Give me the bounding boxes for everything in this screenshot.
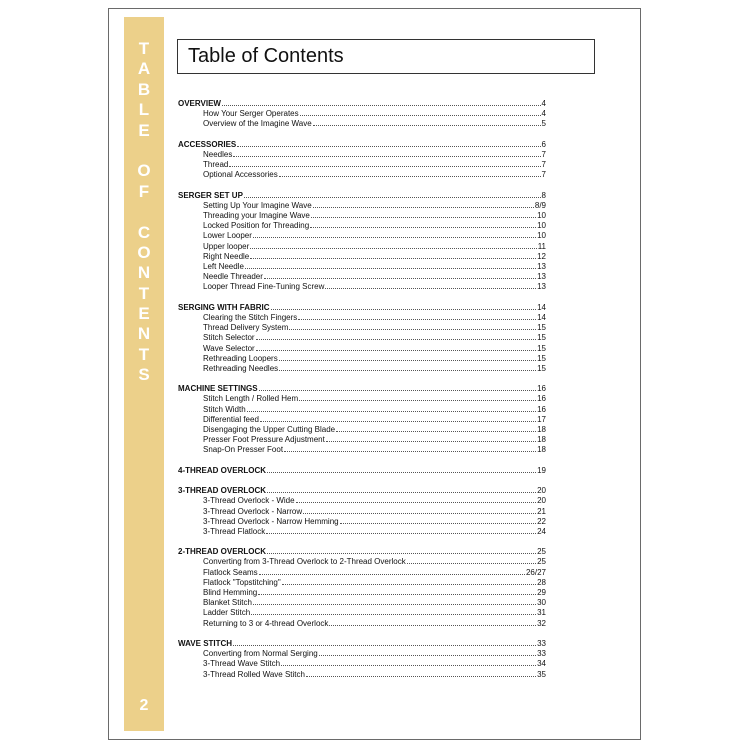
sidebar-vertical-title	[124, 39, 164, 386]
section-gap	[178, 455, 546, 465]
section-gap	[178, 292, 546, 302]
toc-page-number: 25	[537, 547, 546, 557]
toc-entry-row	[178, 169, 546, 179]
dot-leader	[237, 139, 540, 147]
toc-entry-label: Blanket Stitch	[203, 598, 252, 608]
dot-leader	[244, 190, 541, 198]
dot-leader	[256, 332, 537, 340]
dot-leader	[313, 118, 541, 126]
toc-entry-row	[178, 607, 546, 617]
toc-page-number: 13	[537, 262, 546, 271]
toc-entry-label: Ladder Stitch	[203, 608, 251, 618]
toc-entry-label: Thread Delivery System	[203, 323, 289, 333]
toc-entry-row	[178, 241, 546, 251]
toc-entry-label: Wave Selector	[203, 343, 255, 353]
toc-page-number: 16	[537, 384, 546, 394]
toc-entry-row	[178, 648, 546, 658]
toc-entry-row	[178, 118, 546, 128]
toc-entry-label: Threading your Imagine Wave	[203, 211, 310, 221]
toc-page-number: 10	[537, 221, 546, 231]
toc-section-label: OVERVIEW	[178, 99, 221, 108]
toc-entry-row	[178, 210, 546, 220]
toc-entry-label: 3-Thread Overlock - Narrow Hemming	[203, 516, 339, 526]
dot-leader	[325, 281, 536, 289]
toc-entry-row	[178, 414, 546, 424]
dot-leader	[271, 302, 537, 310]
dot-leader	[267, 465, 536, 473]
toc-entry-label: Optional Accessories	[203, 170, 278, 180]
toc-page-number: 31	[537, 608, 546, 618]
dot-leader	[264, 271, 536, 279]
dot-leader	[407, 556, 536, 564]
toc-page-number: 13	[537, 272, 546, 282]
sidebar-letter: E	[138, 120, 150, 140]
toc-entry-label: Differential feed	[203, 414, 259, 424]
toc-page-number: 12	[537, 251, 546, 261]
title-box	[177, 39, 595, 74]
dot-leader	[233, 149, 540, 157]
dot-leader	[222, 98, 541, 106]
toc-page-number: 33	[537, 638, 546, 648]
toc-entry-label: Overview of the Imagine Wave	[203, 119, 312, 129]
sidebar-letter: B	[137, 79, 151, 99]
dot-leader	[329, 618, 536, 626]
toc-section-label: 4-THREAD OVERLOCK	[178, 465, 267, 475]
section-gap	[178, 536, 546, 546]
toc-page-number: 10	[537, 211, 546, 221]
toc-entry-label: Returning to 3 or 4-thread Overlock	[203, 618, 329, 628]
dot-leader	[300, 108, 541, 116]
toc-entry-label: Upper looper	[203, 241, 250, 251]
toc-page-number: 24	[537, 526, 546, 536]
toc-page-number: 7	[541, 149, 546, 159]
toc-page-number: 22	[537, 516, 546, 526]
toc-section-label: ACCESSORIES	[178, 139, 237, 149]
toc-page-number: 29	[537, 588, 546, 597]
toc-section-label: MACHINE SETTINGS	[178, 384, 258, 394]
toc-entry-label: Flatlock "Topstitching"	[203, 577, 281, 587]
toc-entry-row	[178, 261, 546, 271]
toc-page-number: 15	[537, 353, 546, 363]
dot-leader	[319, 648, 536, 656]
toc-section-label: SERGING WITH FABRIC	[178, 302, 270, 312]
dot-leader	[267, 546, 536, 554]
toc-section-label: SERGER SET UP	[178, 190, 243, 200]
toc-entry-row	[178, 230, 546, 240]
toc-section-row	[178, 546, 546, 556]
toc-entry-row	[178, 556, 546, 566]
dot-leader	[279, 353, 536, 361]
toc-page-number: 16	[537, 404, 546, 414]
dot-leader	[336, 424, 536, 432]
toc-page-number: 21	[537, 506, 546, 516]
toc-entry-row	[178, 516, 546, 526]
sidebar-letter: S	[138, 365, 150, 385]
toc-entry-row	[178, 495, 546, 505]
dot-leader	[279, 363, 536, 371]
toc-entry-row	[178, 332, 546, 342]
toc-entry-row	[178, 363, 546, 373]
sidebar-letter: T	[138, 39, 150, 58]
toc-section-label: 2-THREAD OVERLOCK	[178, 547, 267, 557]
manual-page	[108, 8, 641, 740]
toc-entry-label: Left Needle	[203, 262, 244, 271]
toc-section-row	[178, 302, 546, 312]
toc-entry-row	[178, 322, 546, 332]
toc-entry-row	[178, 108, 546, 118]
section-gap	[178, 373, 546, 383]
toc-page-number: 18	[537, 445, 546, 455]
toc-page-number: 26/27	[525, 567, 546, 577]
toc-entry-row	[178, 312, 546, 322]
toc-entry-label: Needles	[203, 149, 233, 159]
dot-leader	[279, 169, 541, 177]
dot-leader	[289, 322, 536, 330]
toc-page-number: 18	[537, 425, 546, 434]
sidebar-letter: A	[137, 59, 151, 79]
toc-section-row	[178, 485, 546, 495]
dot-leader	[298, 312, 536, 320]
dot-leader	[303, 506, 536, 514]
toc-entry-label: Looper Thread Fine-Tuning Screw	[203, 282, 325, 292]
toc-page-number: 8/9	[534, 200, 546, 210]
toc-page-number: 18	[537, 435, 546, 445]
toc-entry-label: Locked Position for Threading	[203, 221, 310, 231]
toc-section-row	[178, 465, 546, 475]
toc-entry-row	[178, 353, 546, 363]
toc-entry-row	[178, 343, 546, 353]
toc-entry-row	[178, 200, 546, 210]
section-gap	[178, 180, 546, 190]
dot-leader	[306, 669, 536, 677]
toc-entry-row	[178, 281, 546, 291]
toc-entry-label: 3-Thread Wave Stitch	[203, 659, 281, 669]
toc-page-number: 28	[537, 577, 546, 587]
toc-page-number: 14	[537, 302, 546, 312]
toc-section-row	[178, 190, 546, 200]
toc-entry-row	[178, 251, 546, 261]
toc-page-number: 17	[537, 414, 546, 424]
toc-entry-row	[178, 159, 546, 169]
dot-leader	[281, 658, 536, 666]
toc-entry-label: Needle Threader	[203, 272, 263, 282]
toc-entry-label: Stitch Width	[203, 404, 246, 414]
toc-entry-row	[178, 220, 546, 230]
toc-entry-label: Clearing the Stitch Fingers	[203, 312, 298, 322]
dot-leader	[250, 251, 536, 259]
toc-entry-row	[178, 149, 546, 159]
dot-leader	[251, 607, 536, 615]
dot-leader	[253, 597, 536, 605]
toc-entry-row	[178, 618, 546, 628]
sidebar-letter: N	[137, 263, 151, 283]
toc-entry-label: Rethreading Loopers	[203, 353, 278, 363]
toc-entry-row	[178, 597, 546, 607]
dot-leader	[245, 261, 536, 269]
toc-page-number: 4	[541, 109, 546, 119]
dot-leader	[229, 159, 540, 167]
toc-page-number: 5	[541, 119, 546, 129]
dot-leader	[296, 495, 537, 503]
toc-entry-label: 3-Thread Overlock - Wide	[203, 496, 295, 506]
toc-entry-label: Lower Looper	[203, 231, 252, 241]
toc-entry-row	[178, 669, 546, 679]
toc-entry-label: 3-Thread Rolled Wave Stitch	[203, 669, 305, 679]
toc-page-number: 33	[537, 649, 546, 659]
section-gap	[178, 129, 546, 139]
toc-page-number: 10	[537, 231, 546, 241]
toc-entry-label: Right Needle	[203, 251, 250, 261]
toc-page-number: 13	[537, 282, 546, 292]
table-of-contents	[178, 98, 546, 679]
dot-leader	[259, 383, 537, 391]
toc-entry-label: Snap-On Presser Foot	[203, 445, 284, 455]
dot-leader	[311, 210, 536, 218]
dot-leader	[340, 516, 537, 524]
toc-page-number: 7	[541, 170, 546, 180]
toc-page-number: 35	[537, 669, 546, 679]
dot-leader	[233, 638, 536, 646]
toc-page-number: 11	[537, 241, 546, 251]
page-title: Table of Contents	[188, 45, 344, 67]
toc-section-row	[178, 383, 546, 393]
toc-entry-label: Disengaging the Upper Cutting Blade	[203, 425, 336, 434]
toc-entry-row	[178, 506, 546, 516]
toc-entry-row	[178, 577, 546, 587]
dot-leader	[253, 230, 536, 238]
dot-leader	[299, 393, 536, 401]
toc-entry-label: Converting from Normal Serging	[203, 649, 318, 659]
toc-page-number: 20	[537, 486, 546, 496]
toc-page-number: 14	[537, 312, 546, 322]
sidebar-letter: E	[138, 304, 150, 324]
dot-leader	[247, 404, 536, 412]
sidebar-letter: F	[138, 181, 150, 201]
toc-entry-label: 3-Thread Overlock - Narrow	[203, 506, 303, 516]
dot-leader	[313, 200, 534, 208]
toc-section-label: WAVE STITCH	[178, 638, 233, 648]
toc-entry-row	[178, 393, 546, 403]
toc-page-number: 34	[537, 659, 546, 669]
sidebar-band	[124, 17, 164, 731]
toc-page-number: 4	[541, 99, 546, 108]
toc-section-label: 3-THREAD OVERLOCK	[178, 486, 267, 496]
toc-entry-row	[178, 271, 546, 281]
toc-entry-row	[178, 444, 546, 454]
dot-leader	[326, 434, 536, 442]
toc-page-number: 7	[541, 160, 546, 170]
toc-entry-row	[178, 424, 546, 434]
section-gap	[178, 628, 546, 638]
toc-page-number: 15	[537, 333, 546, 343]
toc-page-number: 32	[537, 618, 546, 628]
toc-entry-label: Rethreading Needles	[203, 363, 279, 373]
toc-page-number: 30	[537, 598, 546, 608]
section-gap	[178, 475, 546, 485]
dot-leader	[259, 567, 525, 575]
dot-leader	[266, 526, 536, 534]
toc-entry-row	[178, 658, 546, 668]
toc-entry-row	[178, 404, 546, 414]
toc-section-row	[178, 139, 546, 149]
sidebar-letter: T	[138, 344, 150, 364]
dot-leader	[284, 444, 536, 452]
dot-leader	[260, 414, 536, 422]
toc-entry-label: Flatlock Seams	[203, 567, 258, 577]
toc-page-number: 6	[541, 139, 546, 149]
toc-page-number: 15	[537, 343, 546, 353]
toc-entry-label: Blind Hemming	[203, 588, 258, 597]
dot-leader	[258, 587, 536, 595]
toc-entry-label: 3-Thread Flatlock	[203, 526, 266, 536]
toc-entry-row	[178, 567, 546, 577]
toc-page-number: 16	[537, 394, 546, 404]
dot-leader	[250, 241, 536, 249]
sidebar-letter: T	[138, 283, 150, 303]
sidebar-letter: O	[137, 242, 151, 262]
toc-page-number: 15	[537, 323, 546, 333]
toc-entry-label: How Your Serger Operates	[203, 109, 299, 119]
sidebar-letter: L	[138, 100, 150, 120]
sidebar-letter: C	[137, 222, 151, 242]
dot-leader	[310, 220, 536, 228]
sidebar-letter: N	[137, 324, 151, 344]
toc-entry-label: Setting Up Your Imagine Wave	[203, 200, 312, 210]
toc-entry-label: Thread	[203, 160, 229, 170]
dot-leader	[267, 485, 536, 493]
toc-entry-row	[178, 526, 546, 536]
sidebar-letter: O	[137, 161, 151, 181]
toc-page-number: 15	[537, 363, 546, 373]
toc-page-number: 8	[541, 190, 546, 200]
toc-entry-row	[178, 587, 546, 597]
toc-entry-label: Converting from 3-Thread Overlock to 2-Thread Overlock	[203, 557, 406, 567]
toc-entry-label: Stitch Selector	[203, 333, 255, 343]
toc-entry-label: Presser Foot Pressure Adjustment	[203, 435, 325, 445]
toc-entry-row	[178, 434, 546, 444]
page-number: 2	[139, 697, 149, 714]
toc-page-number: 20	[537, 496, 546, 506]
toc-section-row	[178, 98, 546, 108]
toc-page-number: 19	[537, 465, 546, 475]
dot-leader	[282, 577, 536, 585]
dot-leader	[256, 343, 536, 351]
toc-entry-label: Stitch Length / Rolled Hem	[203, 394, 299, 404]
toc-section-row	[178, 638, 546, 648]
toc-page-number: 25	[537, 557, 546, 567]
